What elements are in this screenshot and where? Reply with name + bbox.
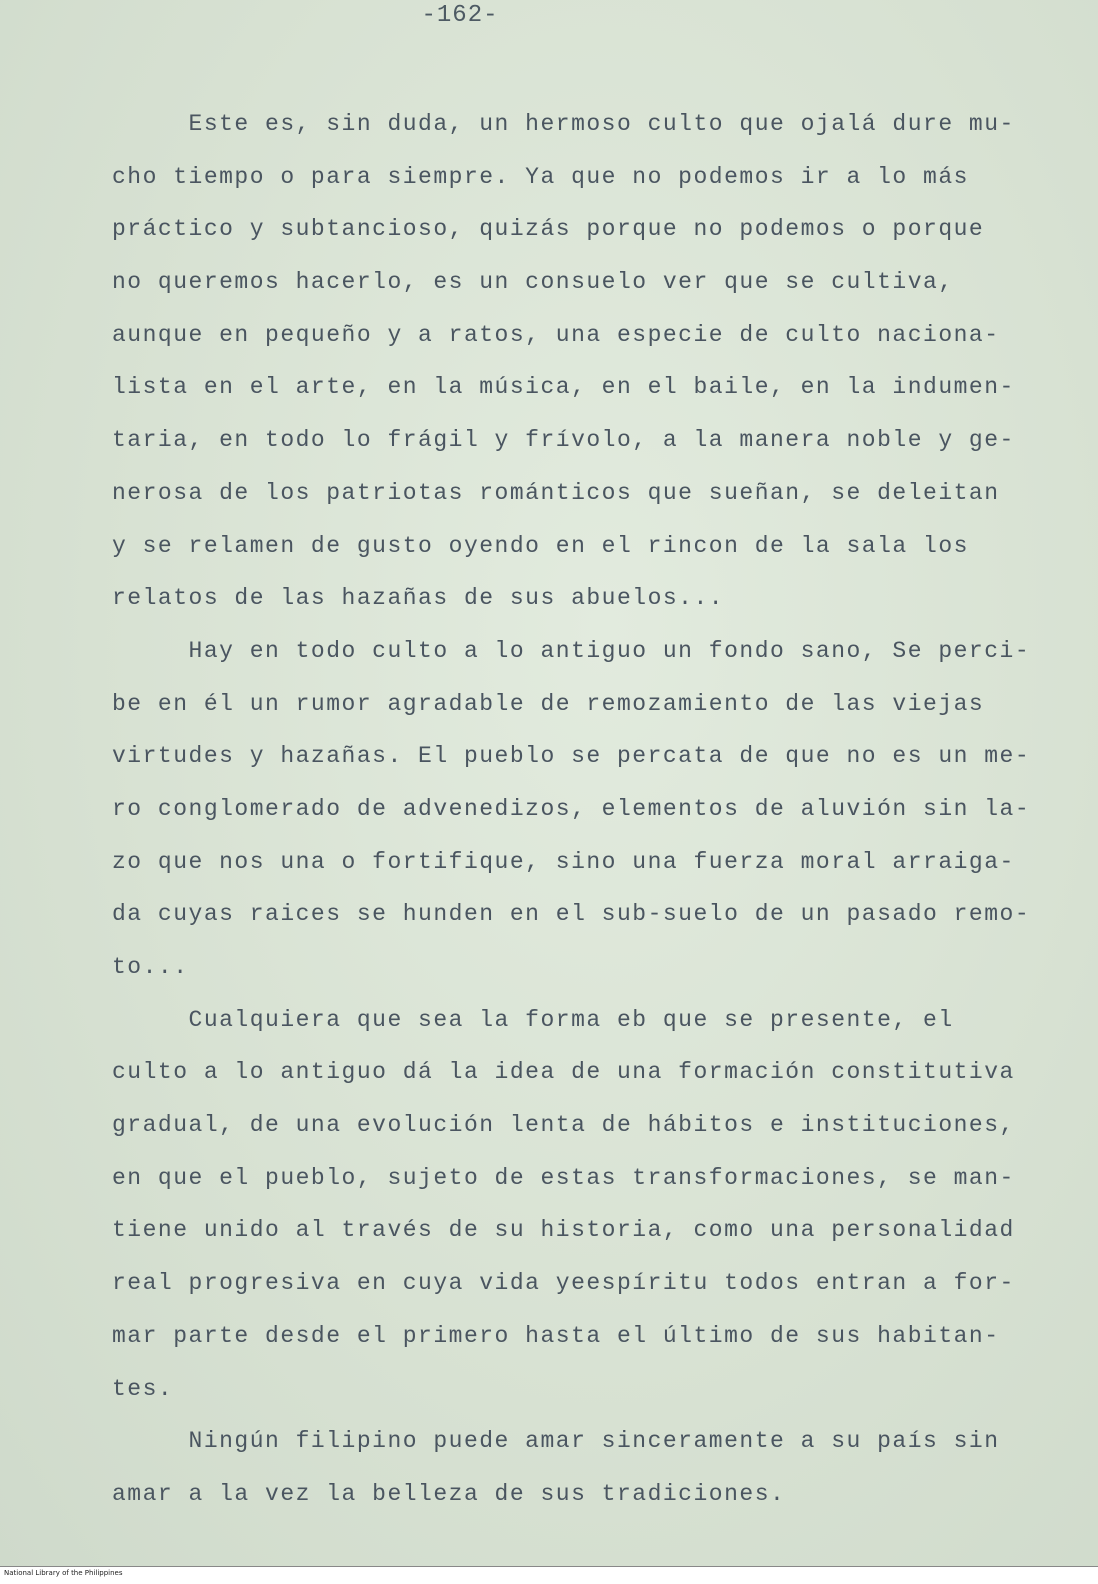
text-line: taria, en todo lo frágil y frívolo, a la manera noble y ge-	[112, 427, 1015, 454]
footer-bar	[0, 1566, 1098, 1584]
text-line: mar parte desde el primero hasta el último de sus habitan-	[112, 1322, 1000, 1349]
text-line: relatos de las hazañas de sus abuelos...	[112, 585, 725, 612]
text-line: no queremos hacerlo, es un consuelo ver que se cultiva,	[112, 269, 954, 296]
text-line: y se relamen de gusto oyendo en el rincon de la sala los	[112, 532, 969, 559]
text-line: amar a la vez la belleza de sus tradiciones.	[112, 1480, 786, 1507]
text-line: lista en el arte, en la música, en el baile, en la indumen-	[112, 374, 1015, 401]
text-line: Este es, sin duda, un hermoso culto que ojalá dure mu-	[112, 111, 1015, 137]
text-line: culto a lo antiguo dá la idea de una formación constitutiva	[112, 1059, 1015, 1086]
text-line: da cuyas raices se hunden en el sub-suelo de un pasado remo-	[112, 901, 1031, 928]
text-line: virtudes y hazañas. El pueblo se percata de que no es un me-	[112, 743, 1031, 770]
text-line: zo que nos una o fortifique, sino una fuerza moral arraiga-	[112, 848, 1015, 875]
text-line: aunque en pequeño y a ratos, una especie de culto naciona-	[112, 321, 1000, 348]
text-line: to...	[112, 954, 189, 980]
text-line: Hay en todo culto a lo antiguo un fondo sano, Se perci-	[112, 637, 1031, 664]
body-text	[112, 98, 1032, 1521]
text-line: Cualquiera que sea la forma eb que se presente, el	[112, 1006, 954, 1033]
text-line: be en él un rumor agradable de remozamiento de las viejas	[112, 690, 985, 717]
text-line: Ningún filipino puede amar sinceramente a su país sin	[112, 1428, 1000, 1455]
text-line: nerosa de los patriotas románticos que sueñan, se deleitan	[112, 479, 1000, 506]
text-line: ro conglomerado de advenedizos, elementos de aluvión sin la-	[112, 795, 1031, 822]
text-line: tes.	[112, 1375, 174, 1402]
text-line: real progresiva en cuya vida yeespíritu todos entran a for-	[112, 1270, 1015, 1297]
text-line: gradual, de una evolución lenta de hábitos e instituciones,	[112, 1112, 1015, 1139]
page-number: -162-	[421, 2, 499, 29]
footer-credit: National Library of the Philippines	[4, 1569, 123, 1577]
text-line: cho tiempo o para siempre. Ya que no podemos ir a lo más	[112, 163, 969, 190]
text-line: en que el pueblo, sujeto de estas transformaciones, se man-	[112, 1164, 1015, 1191]
text-line: práctico y subtancioso, quizás porque no podemos o porque	[112, 216, 985, 243]
text-line: tiene unido al través de su historia, como una personalidad	[112, 1217, 1015, 1244]
